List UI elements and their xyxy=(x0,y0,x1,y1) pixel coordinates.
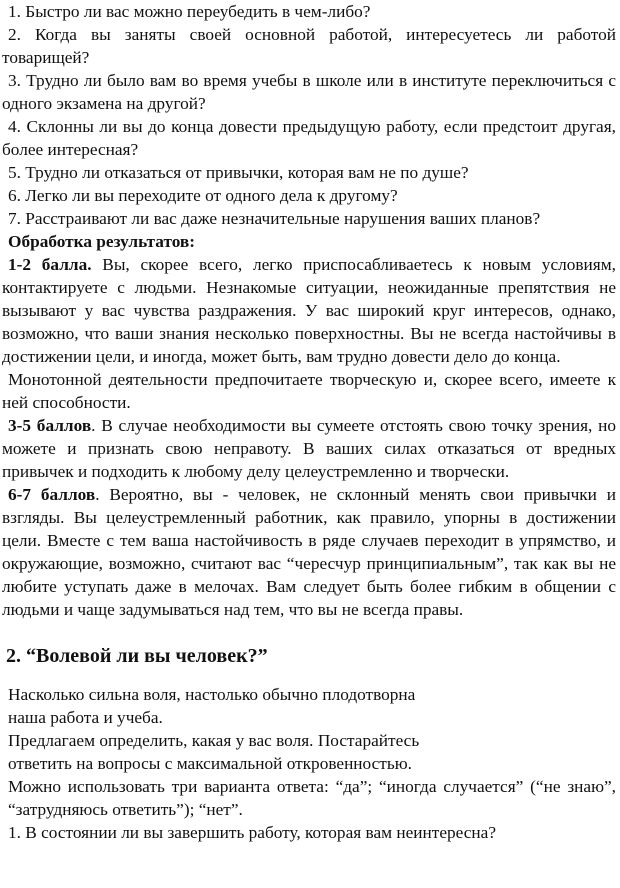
intro-line: наша работа и учеба. xyxy=(8,708,163,727)
question-1: 1. Быстро ли вас можно переубедить в чем-либо? xyxy=(8,2,371,21)
intro-line: Предлагаем определить, какая у вас воля. Постарайтесь xyxy=(8,731,420,750)
intro-line: Насколько сильна воля, настолько обычно плодотворна xyxy=(8,685,416,704)
answer-options: Можно использовать три варианта ответа: “да”; “иногда случается” (“не знаю”, “затрудняюсь ответить”); “нет”. xyxy=(8,777,616,819)
question-4: 4. Склонны ли вы до конца довести предыдущую работу, если предстоит другая, более интересная? xyxy=(2,117,616,159)
section-2-title: 2. “Волевой ли вы человек?” xyxy=(6,645,268,667)
section-2-intro xyxy=(0,683,620,821)
result-3-5-label: 3-5 баллов xyxy=(8,416,92,435)
result-1-2-text: Вы, скорее всего, легко приспосабливаетесь к новым условиям, контактируете с людьми. Незнакомые ситуации, неожиданные препятствия не вызывают у вас чувства раздражения. У вас широкий круг интересов, однако, возможно, что ваши знания несколько поверхностны. Вы не всегда настойчивы в достижении цели, и иногда, может быть, вам трудно довести дело до конца. xyxy=(2,255,616,366)
question-2: 2. Когда вы заняты своей основной работой, интересуетесь ли работой товарищей? xyxy=(2,25,616,67)
result-6-7-label: 6-7 баллов xyxy=(8,485,96,504)
result-1-2-label: 1-2 балла. xyxy=(8,255,92,274)
question-3: 3. Трудно ли было вам во время учебы в школе или в институте переключиться с одного экзамена на другой? xyxy=(2,71,616,113)
question-list xyxy=(0,0,620,230)
intro-line: ответить на вопросы с максимальной откровенностью. xyxy=(8,754,412,773)
question-6: 6. Легко ли вы переходите от одного дела к другому? xyxy=(8,186,398,205)
result-3-5-text: . В случае необходимости вы сумеете отстоять свою точку зрения, но можете и признать свою неправоту. В ваших силах отказаться от вредных привычек и подходить к любому делу целеустремленно и творчески. xyxy=(2,416,616,481)
section-2-question-1: 1. В состоянии ли вы завершить работу, которая вам неинтересна? xyxy=(8,823,497,842)
result-1-2 xyxy=(0,253,620,368)
results-heading: Обработка результатов: xyxy=(8,232,196,251)
result-1-2-extra: Монотонной деятельности предпочитаете творческую и, скорее всего, имеете к ней способности. xyxy=(2,370,616,412)
result-6-7-text: . Вероятно, вы - человек, не склонный менять свои привычки и взгляды. Вы целеустремленный работник, как правило, упорны в достижении цели. Вместе с тем ваша настойчивость в ряде случаев переходит в упрямство, и окружающие, возможно, считают вас “чересчур принципиальным”, так как вы не любите уступать даже в мелочах. Вам следует быть более гибким в общении с людьми и чаще задумываться над тем, что вы не всегда правы. xyxy=(2,485,616,619)
result-6-7 xyxy=(0,483,620,621)
question-5: 5. Трудно ли отказаться от привычки, которая вам не по душе? xyxy=(8,163,469,182)
question-7: 7. Расстраивают ли вас даже незначительные нарушения ваших планов? xyxy=(8,209,541,228)
result-3-5 xyxy=(0,414,620,483)
